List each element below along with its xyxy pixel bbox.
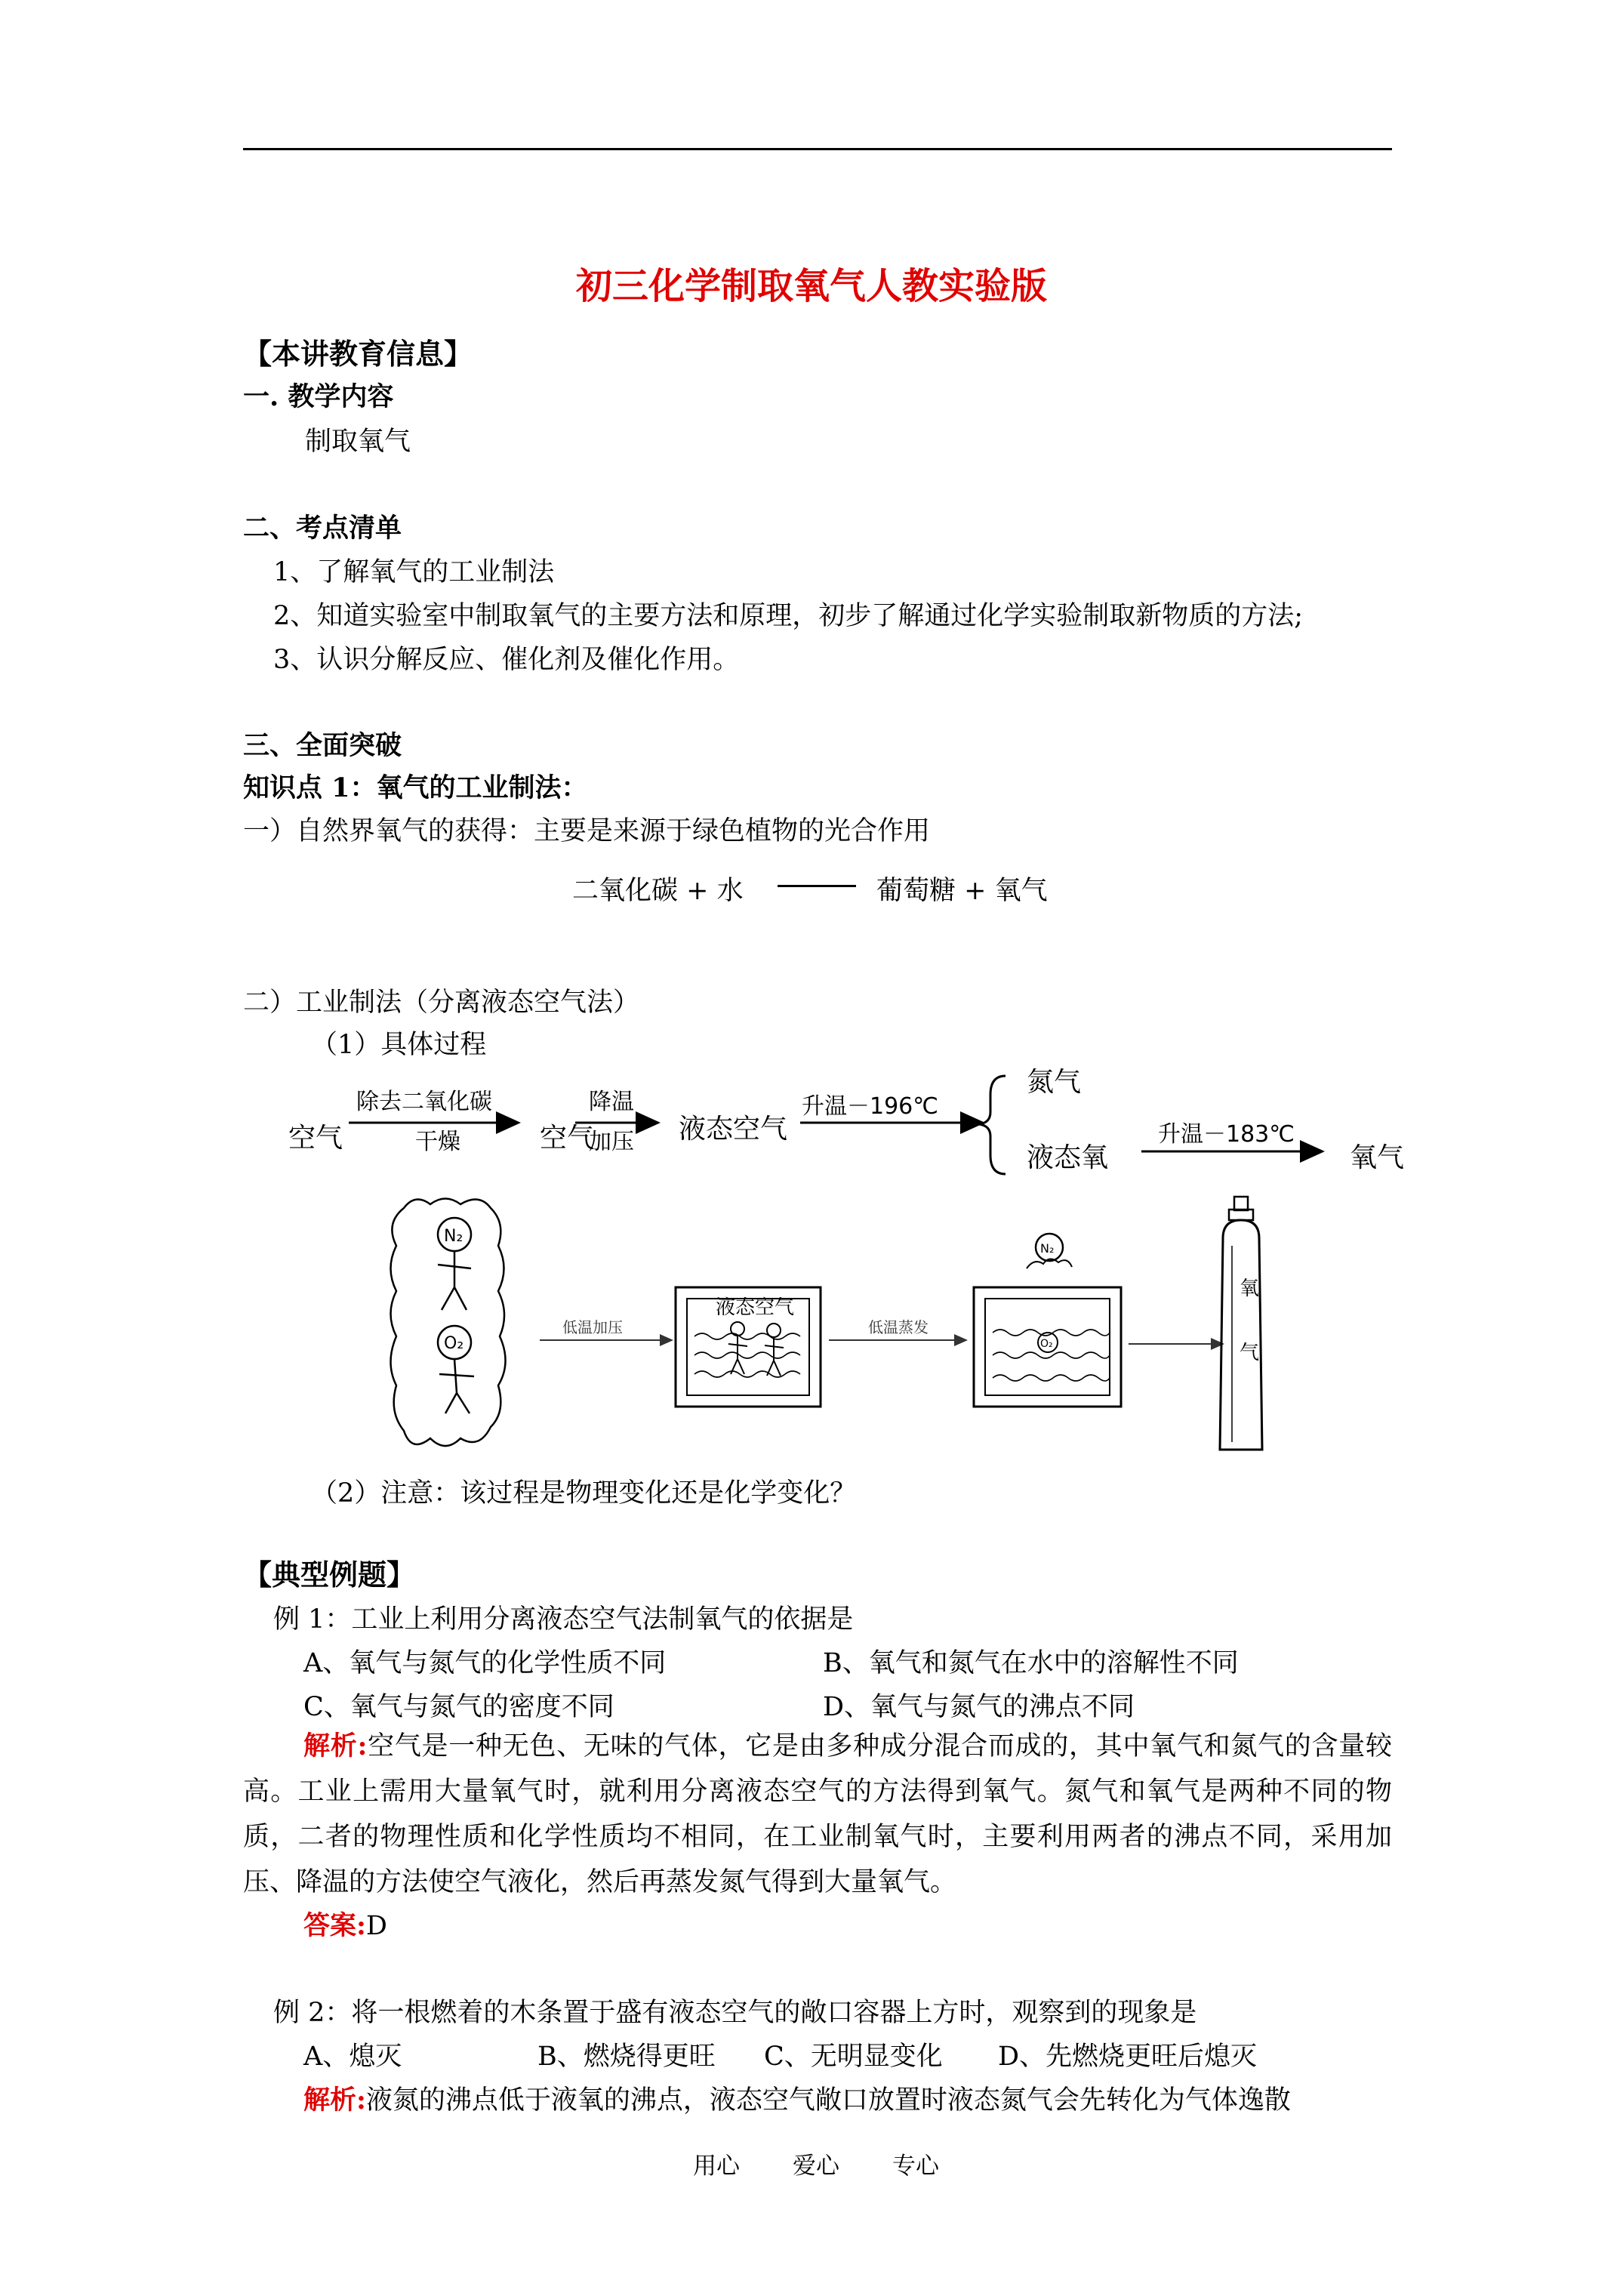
ex1-answer (303, 1905, 387, 1943)
ex1-question: 例 1：工业上利用分离液态空气法制氧气的依据是 (273, 1604, 854, 1635)
checklist-item: 2、知道实验室中制取氧气的主要方法和原理，初步了解通过化学实验制取新物质的方法; (273, 601, 1304, 631)
ex2-option-d: D、先燃烧更旺后熄灭 (998, 2042, 1258, 2072)
ex1-analysis-text: 空气是一种无色、无味的气体，它是由多种成分混合而成的，其中氧气和氮气的含量较高。工业上需用大量氧气时，就利用分离液态空气的方法得到氧气。氮气和氧气是两种不同的物质，二者的物理性质和化学性质均不相同，在工业制氧气时，主要利用两者的沸点不同，采用加压、降温的方法使空气液化，然后再蒸发氮气得到大量氧气。 (243, 1731, 1392, 1897)
ex1-option-c: C、氧气与氮气的密度不同 (303, 1692, 614, 1722)
equation-left: 二氧化碳 + 水 (572, 876, 744, 906)
section-info-heading: 【本讲教育信息】 (243, 337, 473, 371)
industry-line: 二）工业制法（分离液态空气法） (243, 988, 640, 1018)
ex1-answer-value: D (365, 1911, 387, 1941)
kp1-heading: 知识点 1：氧气的工业制法： (243, 772, 588, 803)
separation-illustration (385, 1193, 1313, 1465)
ex1-answer-label: 答案: (303, 1910, 366, 1941)
flow-step4: 升温－183℃ (1158, 1121, 1295, 1148)
examples-heading: 【典型例题】 (243, 1558, 416, 1592)
footer-text-1: 用心 (693, 2153, 740, 2180)
ex1-option-a: A、氧气与氮气的化学性质不同 (303, 1648, 667, 1678)
ex2-analysis-text: 液氮的沸点低于液氧的沸点，液态空气敞口放置时液态氮气会先转化为气体逸散 (365, 2085, 1291, 2116)
footer-text-3: 专心 (892, 2153, 939, 2180)
flow-step3: 升温－196℃ (802, 1093, 938, 1120)
flow-step2-top: 降温 (589, 1089, 634, 1115)
flow-liquid-air: 液态空气 (679, 1114, 788, 1145)
ex1-option-b: B、氧气和氮气在水中的溶解性不同 (823, 1648, 1239, 1678)
ex2-option-c: C、无明显变化 (764, 2042, 943, 2072)
ex2-analysis-label: 解析: (303, 2085, 366, 2116)
flow-oxygen: 氧气 (1350, 1142, 1405, 1173)
process-label: （1）具体过程 (311, 1030, 487, 1060)
content-item: 制取氧气 (305, 427, 411, 457)
ex1-option-d: D、氧气与氮气的沸点不同 (823, 1692, 1135, 1722)
flow-step2-bottom: 加压 (589, 1129, 634, 1155)
svg-text:O₂: O₂ (1040, 1338, 1053, 1350)
equation-line (778, 885, 856, 887)
flow-nitrogen: 氮气 (1027, 1067, 1082, 1098)
flow-step1-top: 除去二氧化碳 (356, 1089, 492, 1115)
flow-air2: 空气 (540, 1123, 595, 1154)
o2-label: O₂ (444, 1334, 464, 1353)
flow-liquid-oxygen: 液态氧 (1027, 1142, 1109, 1173)
n2-label: N₂ (444, 1227, 463, 1246)
checklist-item: 3、认识分解反应、催化剂及催化作用。 (273, 645, 740, 675)
flow-air: 空气 (288, 1123, 343, 1154)
equation-right: 葡萄糖 + 氧气 (876, 876, 1048, 906)
arrow2-label: 低温蒸发 (868, 1318, 929, 1336)
page-title: 初三化学制取氧气人教实验版 (575, 265, 1047, 307)
checklist-heading: 二、考点清单 (243, 513, 402, 544)
note-line: （2）注意：该过程是物理变化还是化学变化？ (311, 1478, 857, 1509)
cylinder-label-1: 氧 (1240, 1277, 1260, 1300)
nature-line: 一）自然界氧气的获得：主要是来源于绿色植物的光合作用 (243, 816, 931, 846)
flow-step1-bottom: 干燥 (415, 1129, 460, 1155)
ex1-analysis-label: 解析: (303, 1730, 368, 1761)
ex2-question: 例 2：将一根燃着的木条置于盛有液态空气的敞口容器上方时，观察到的现象是 (273, 1998, 1197, 2028)
header-rule (243, 148, 1392, 150)
ex2-option-a: A、熄灭 (303, 2042, 402, 2072)
cylinder-label-2: 气 (1240, 1342, 1260, 1364)
arrow1-label: 低温加压 (562, 1318, 623, 1336)
svg-text:N₂: N₂ (1040, 1241, 1055, 1256)
box1-label: 液态空气 (716, 1296, 795, 1319)
checklist-item: 1、了解氧气的工业制法 (273, 557, 555, 587)
footer-text-2: 爱心 (793, 2153, 839, 2180)
ex2-analysis (303, 2079, 1291, 2117)
breakthrough-heading: 三、全面突破 (243, 730, 402, 761)
ex1-analysis (243, 1724, 1392, 1905)
ex2-option-b: B、燃烧得更旺 (537, 2042, 716, 2072)
flow-brace (979, 1076, 1006, 1174)
content-heading: 一. 教学内容 (243, 381, 394, 412)
process-flow-diagram (243, 1053, 1428, 1185)
